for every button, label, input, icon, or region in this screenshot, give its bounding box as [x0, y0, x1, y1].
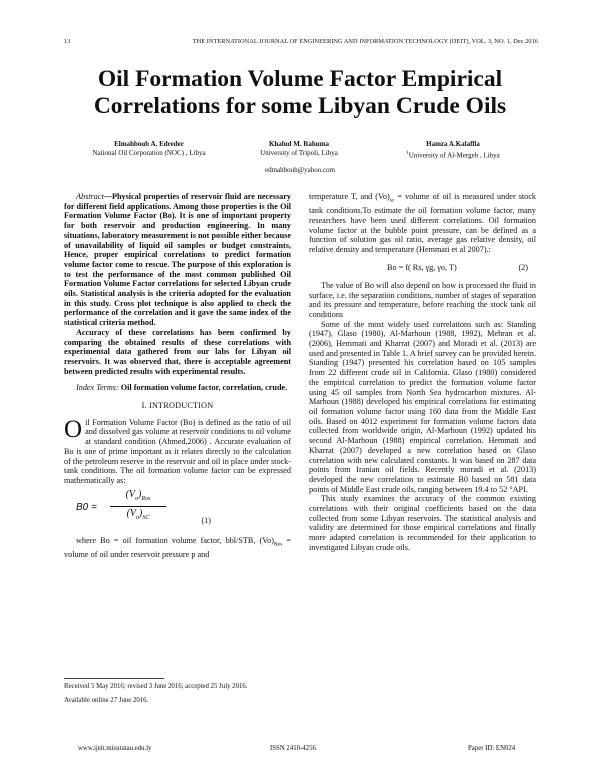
equation-number: (1) — [201, 515, 211, 525]
abstract-text: —Physical properties of reservoir fluid are necessary for different field applications. Among those properties is the Oil Formation Volume Factor (Bo). It is one of important property for both reservoir and production engineering. In many situations, laboratory measurement is not possible either because of unavailability of liquid oil samples or budget constraints, Hence, proper empirical correlations to predict formation volume factor come to rescue. The purpose of this exploration is to test the performance of the most common published Oil Formation Volume Factor correlations for selected Libyan crude oils. Statistical analysis is the criteria adopted for the evaluation in this study. Cross plot technique is also applied to check the performance of the correlation and it gave the same index of the statistical criteria method. — [64, 192, 291, 328]
author-affiliation: $^1$University of Al-Mergeb , Libya — [406, 151, 500, 160]
equation-1 — [64, 490, 291, 532]
author-email: edmahboub@yahoo.com — [264, 166, 335, 174]
index-terms — [64, 383, 291, 393]
paragraph: Some of the most widely used correlations such as: Standing (1947), Glaso (1980), Al-Marhoun (1988, 1992), Mehran et al. (2006), Hemmati and Kharrat (2007) and Moradi et al. (2013) are used and presented in Table 1. A brief survey can be provided herein. Standing (1947) presented his correlation based on 105 samples from 22 different crude oil in California. Glaso (1980) considered the empirical correlation to predict the formation volume factor using 45 oil samples from North Sea hydrocarbon mixtures. Al-Marhoun (1988) developed his empirical correlations for estimating oil formation volume factor using 160 data from the Middle East oils. Based on 4012 experiment for formation volume factors data collected from worldwide origin, Al-Marhoun (1992) updated his second Al-Marhoun (1988) empirical correlation. Hemmati and Kharrat (2007) developed a new correlation based on Glaso correlation with new calculated constants. It was based on 287 data points from Iranian oil fields. Recently moradi et al. (2013) developed the new correlation to estimate B0 based on 581 data points of Middle East crude oils, ranging between 19.4 to 52 °API. — [309, 319, 536, 494]
intro-paragraph: Oil Formation Volume Factor (Bo) is defined as the ratio of oil and dissolved gas volume at reservoir conditions to oil volume at standard condition (Ahmed,2006) . Accurate evaluation of Bo is one of prime important as it relates directly to the calculation of the petroleum reserve in the reservoir and oil in place under stock-tank conditions. The oil formation volume factor can be expressed mathematically as: — [64, 415, 291, 485]
section-heading: I. INTRODUCTION — [141, 401, 214, 411]
left-column — [64, 192, 291, 560]
definition-paragraph: where Bo = oil formation volume factor, bbl/STB, $(Vo)_{Res}$ = volume of oil under reservoir pressure p and — [64, 535, 291, 560]
paragraph: The value of Bo will also depend on how is processed the fluid in surface, i.e. the separation conditions, number of stages of separation and its pressure and temperature, before reaching the stock tank oil conditions — [309, 280, 536, 319]
author-name: Khalud M. Rahuma — [268, 140, 330, 148]
footer-website: www.ijeit.misuratau.edu.ly — [78, 745, 152, 752]
author-name: Hamza A.Kalaflla — [426, 140, 480, 148]
definition-paragraph-cont: temperature T, and $(Vo)_{sc}$ = volume of oil is measured under stock tank conditions.To estimate the oil formation volume factor, many researchers have been used different correlations. Oil formation volume factor at the bubble point pressure, can be defined as a function of solution gas oil ratio, average gas relative density, oil relative density and temperature (Hemmati et al 2007).: — [309, 192, 536, 255]
author-2 — [226, 140, 372, 158]
equation-denominator: $(V_o)_{SC}$ — [126, 508, 150, 522]
footnote-online: Available online 27 June 2016. — [64, 697, 149, 704]
fraction-bar — [110, 506, 166, 507]
equation-lhs: B0 = — [76, 501, 97, 513]
footnote-rule — [64, 678, 164, 679]
footer-issn: ISSN 2410-4256 — [270, 745, 316, 752]
equation-body: Bo = f( Rs, γg, γo, T) — [387, 262, 457, 272]
equation-2 — [309, 261, 536, 277]
paragraph: This study examines the accuracy of the common existing correlations with their original coefficients based on the data collected from some Libyan reservoirs. The statistical analysis and validity are determined for those empirical correlations and finally more adapted correlation is recommended for their application to investigated Libyan crude oils. — [309, 494, 536, 552]
paper-title: Oil Formation Volume Factor Empirical Correlations for some Libyan Crude Oils — [93, 66, 507, 119]
author-name: Elmahboub A. Edreder — [114, 140, 184, 148]
abstract-paragraph-2: Accuracy of these correlations has been confirmed by comparing the obtained results of these correlations with experimental data gathered from our labs for Libyan oil reservoirs. It was observed that, there is acceptable agreement between predicted results with experimental results. — [64, 327, 291, 376]
author-3 — [378, 140, 528, 160]
page-number: 13 — [64, 38, 71, 45]
equation-number: (2) — [518, 262, 528, 272]
author-1 — [74, 140, 224, 158]
drop-cap: O — [64, 415, 83, 443]
affiliation-mark: 1 — [406, 151, 409, 156]
journal-title: THE INTERNATIONAL JOURNAL OF ENGINEERING AND INFORMATION TECHNOLOGY (IJEIT), VOL. 3, NO. 1, Dec 2016 — [192, 38, 538, 45]
index-terms-label: Index Terms: — [76, 383, 119, 393]
footnote-received: Received 5 May 2016; revised 3 June 2016; accepted 25 July 2016. — [64, 683, 248, 690]
abstract — [64, 192, 291, 328]
right-column — [309, 192, 536, 553]
author-affiliation: National Oil Corporation (NOC) , Libya — [92, 149, 206, 157]
footer-paper-id: Paper ID: EN024 — [468, 745, 516, 752]
equation-numerator: $(V_o)_{Ros}$ — [125, 488, 151, 502]
index-terms-text: Oil formation volume factor, correlation, crude. — [118, 383, 288, 393]
author-affiliation: University of Tripoli, Libya — [260, 149, 338, 157]
equation-fraction — [110, 490, 166, 524]
abstract-label: Abstract — [76, 192, 104, 201]
